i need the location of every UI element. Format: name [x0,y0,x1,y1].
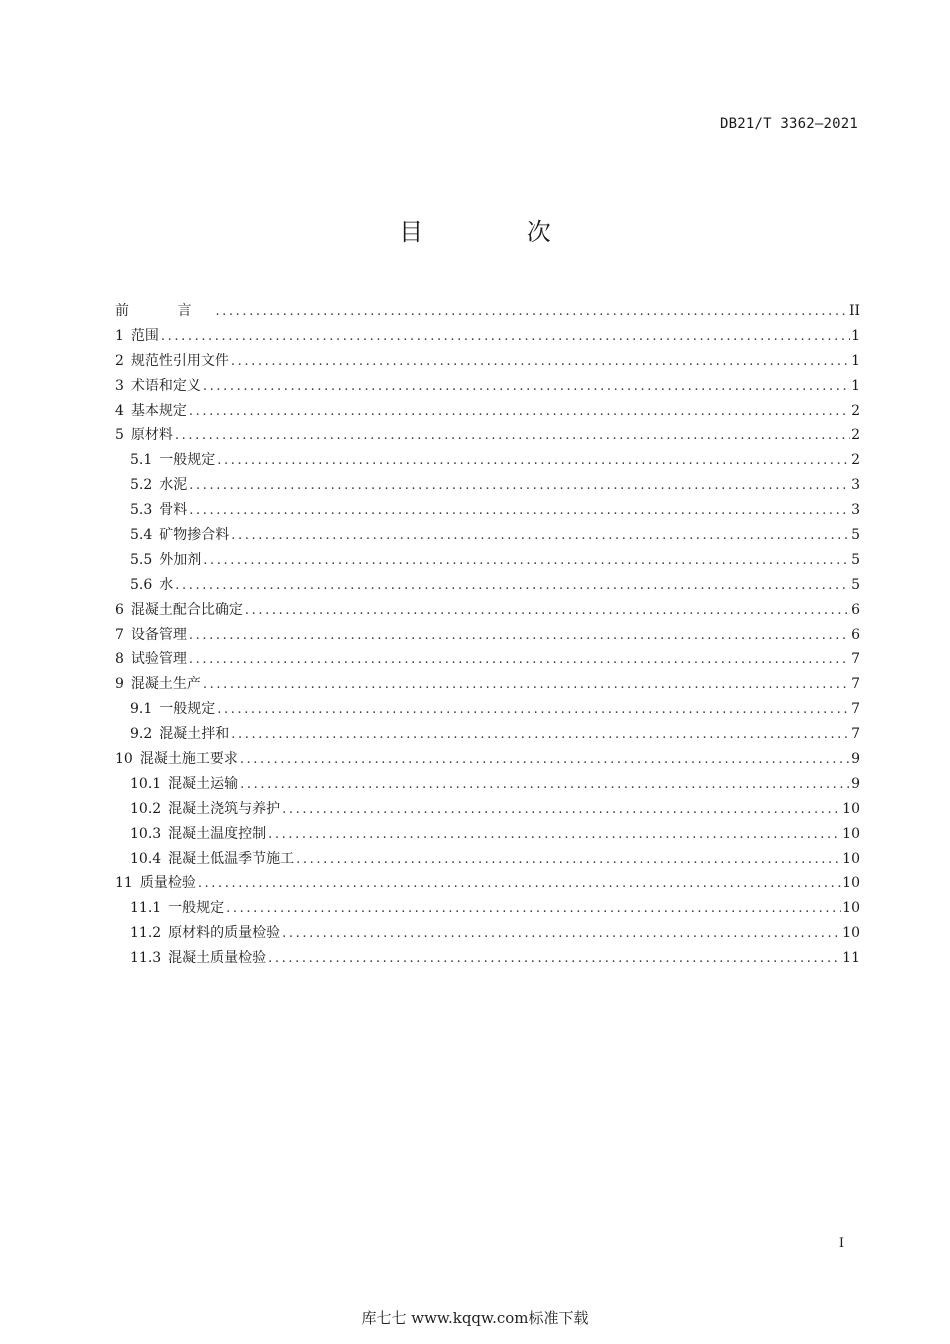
toc-entry-page: 2 [851,402,860,419]
toc-entry[interactable] [115,872,860,897]
toc-entry-page: 6 [851,626,860,643]
toc-entry-page: 5 [851,576,860,593]
toc-entry-label: 混凝土浇筑与养护 [168,800,281,817]
toc-entry-number: 9.2 [130,726,153,743]
toc-dot-leader [282,802,841,817]
toc-entry-label: 规范性引用文件 [130,352,229,369]
toc-entry-number: 9.1 [130,701,153,718]
toc-entry[interactable] [115,599,860,624]
page-title: 目 次 [399,218,599,246]
toc-dot-leader [231,528,850,543]
toc-entry[interactable] [115,648,860,673]
toc-entry-number: 11.3 [130,950,162,967]
toc-entry-label: 混凝土低温季节施工 [168,850,295,867]
toc-entry[interactable] [115,922,860,947]
toc-entry-page: 7 [851,701,860,718]
toc-dot-leader [240,752,850,767]
toc-entry[interactable] [115,325,860,350]
toc-entry-label: 基本规定 [130,402,187,419]
toc-entry-page: 10 [842,800,860,817]
toc-entry-label: 矿物掺合料 [159,527,230,544]
toc-entry-page: 10 [842,900,860,917]
toc-dot-leader [189,652,850,667]
toc-entry-page: 10 [842,825,860,842]
toc-dot-leader [240,777,850,792]
toc-entry-label: 设备管理 [130,626,187,643]
toc-dot-leader [282,926,841,941]
toc-dot-leader [175,578,850,593]
toc-entry-number: 5.3 [130,502,153,519]
toc-entry[interactable] [115,474,860,499]
toc-entry[interactable] [115,549,860,574]
toc-entry-page: 9 [851,775,860,792]
toc-entry-page: 10 [842,925,860,942]
toc-entry[interactable] [115,848,860,873]
toc-entry-label: 术语和定义 [130,377,201,394]
toc-entry-page: 1 [851,327,860,344]
document-code: DB21/T 3362—2021 [719,116,858,132]
toc-entry-number: 3 [115,377,124,394]
toc-entry[interactable] [115,350,860,375]
toc-entry[interactable] [115,424,860,449]
toc-entry-page: 9 [851,751,860,768]
table-of-contents [115,300,860,972]
toc-entry[interactable] [115,897,860,922]
toc-entry-label: 原材料 [130,427,173,444]
toc-entry-label: 混凝土生产 [130,676,201,693]
toc-entry[interactable] [115,524,860,549]
toc-entry-number: 2 [115,352,124,369]
toc-dot-leader [226,901,841,916]
toc-entry-label: 一般规定 [159,452,216,469]
toc-dot-leader [203,379,850,394]
toc-entry-page: 7 [851,726,860,743]
toc-entry-number: 11 [115,875,133,892]
toc-entry-label: 范围 [130,327,159,344]
toc-dot-leader [268,951,841,966]
toc-entry-page: 7 [851,651,860,668]
toc-entry-number: 1 [115,327,124,344]
toc-dot-leader [189,503,850,518]
toc-dot-leader [215,304,847,319]
toc-entry-page: 3 [851,477,860,494]
toc-entry-label: 水 [159,576,174,593]
toc-entry-label: 水泥 [159,477,188,494]
toc-entry-number: 11.2 [130,925,162,942]
toc-dot-leader [296,852,841,867]
toc-entry-label: 原材料的质量检验 [168,925,281,942]
toc-dot-leader [268,827,841,842]
toc-entry[interactable] [115,723,860,748]
toc-entry[interactable] [115,947,860,972]
footer-watermark: 库七七 www.kqqw.com标准下载 [361,1309,589,1327]
toc-entry-page: 2 [851,452,860,469]
toc-entry-number: 10.1 [130,775,162,792]
toc-dot-leader [189,404,850,419]
toc-entry[interactable] [115,798,860,823]
toc-entry-page: 7 [851,676,860,693]
toc-entry-label: 一般规定 [159,701,216,718]
toc-entry-number: 5.4 [130,527,153,544]
toc-entry[interactable] [115,449,860,474]
toc-entry-page: 5 [851,551,860,568]
toc-entry-label: 混凝土配合比确定 [130,601,243,618]
toc-entry-page: 10 [842,875,860,892]
toc-dot-leader [189,628,850,643]
toc-entry-number: 5 [115,427,124,444]
toc-entry-page: 6 [851,601,860,618]
toc-entry[interactable] [115,574,860,599]
toc-entry-number: 5.2 [130,477,153,494]
toc-entry-label: 骨料 [159,502,188,519]
toc-entry-number: 6 [115,601,124,618]
toc-entry-number: 10 [115,751,133,768]
toc-entry[interactable] [115,499,860,524]
toc-entry[interactable] [115,624,860,649]
toc-entry-page: 1 [851,377,860,394]
toc-entry-label: 质量检验 [139,875,196,892]
toc-entry[interactable] [115,673,860,698]
toc-entry-number: 8 [115,651,124,668]
toc-dot-leader [203,677,850,692]
toc-entry[interactable] [115,823,860,848]
toc-entry-number: 5.6 [130,576,153,593]
toc-dot-leader [175,428,850,443]
toc-entry-label: 前 言 [115,303,214,319]
toc-entry-number: 10.4 [130,850,162,867]
toc-dot-leader [189,478,850,493]
toc-entry-label: 混凝土温度控制 [168,825,267,842]
page-number: I [838,1236,844,1251]
toc-entry-number: 10.3 [130,825,162,842]
toc-entry-page: II [848,303,860,319]
toc-entry-page: 11 [842,950,860,967]
toc-entry-number: 9 [115,676,124,693]
toc-entry-page: 10 [842,850,860,867]
toc-entry-label: 混凝土施工要求 [139,751,238,768]
toc-entry-number: 11.1 [130,900,162,917]
toc-entry-page: 1 [851,352,860,369]
toc-entry-label: 外加剂 [159,551,202,568]
toc-entry[interactable] [115,400,860,425]
toc-dot-leader [217,453,850,468]
toc-entry-page: 5 [851,527,860,544]
toc-dot-leader [203,553,850,568]
toc-entry-number: 10.2 [130,800,162,817]
toc-entry-page: 2 [851,427,860,444]
toc-entry-number: 7 [115,626,124,643]
toc-dot-leader [245,603,850,618]
toc-entry-label: 混凝土拌和 [159,726,230,743]
toc-entry-number: 5.5 [130,551,153,568]
toc-dot-leader [231,354,850,369]
toc-dot-leader [217,702,850,717]
toc-entry-label: 一般规定 [168,900,225,917]
toc-entry-number: 4 [115,402,124,419]
toc-dot-leader [231,727,850,742]
toc-entry[interactable] [115,773,860,798]
toc-entry-page: 3 [851,502,860,519]
toc-entry-label: 混凝土运输 [168,775,239,792]
toc-entry-number: 5.1 [130,452,153,469]
toc-entry[interactable] [115,300,860,325]
toc-entry[interactable] [115,375,860,400]
toc-dot-leader [161,329,850,344]
toc-entry[interactable] [115,698,860,723]
toc-dot-leader [198,876,841,891]
toc-entry-label: 混凝土质量检验 [168,950,267,967]
toc-entry[interactable] [115,748,860,773]
toc-entry-label: 试验管理 [130,651,187,668]
